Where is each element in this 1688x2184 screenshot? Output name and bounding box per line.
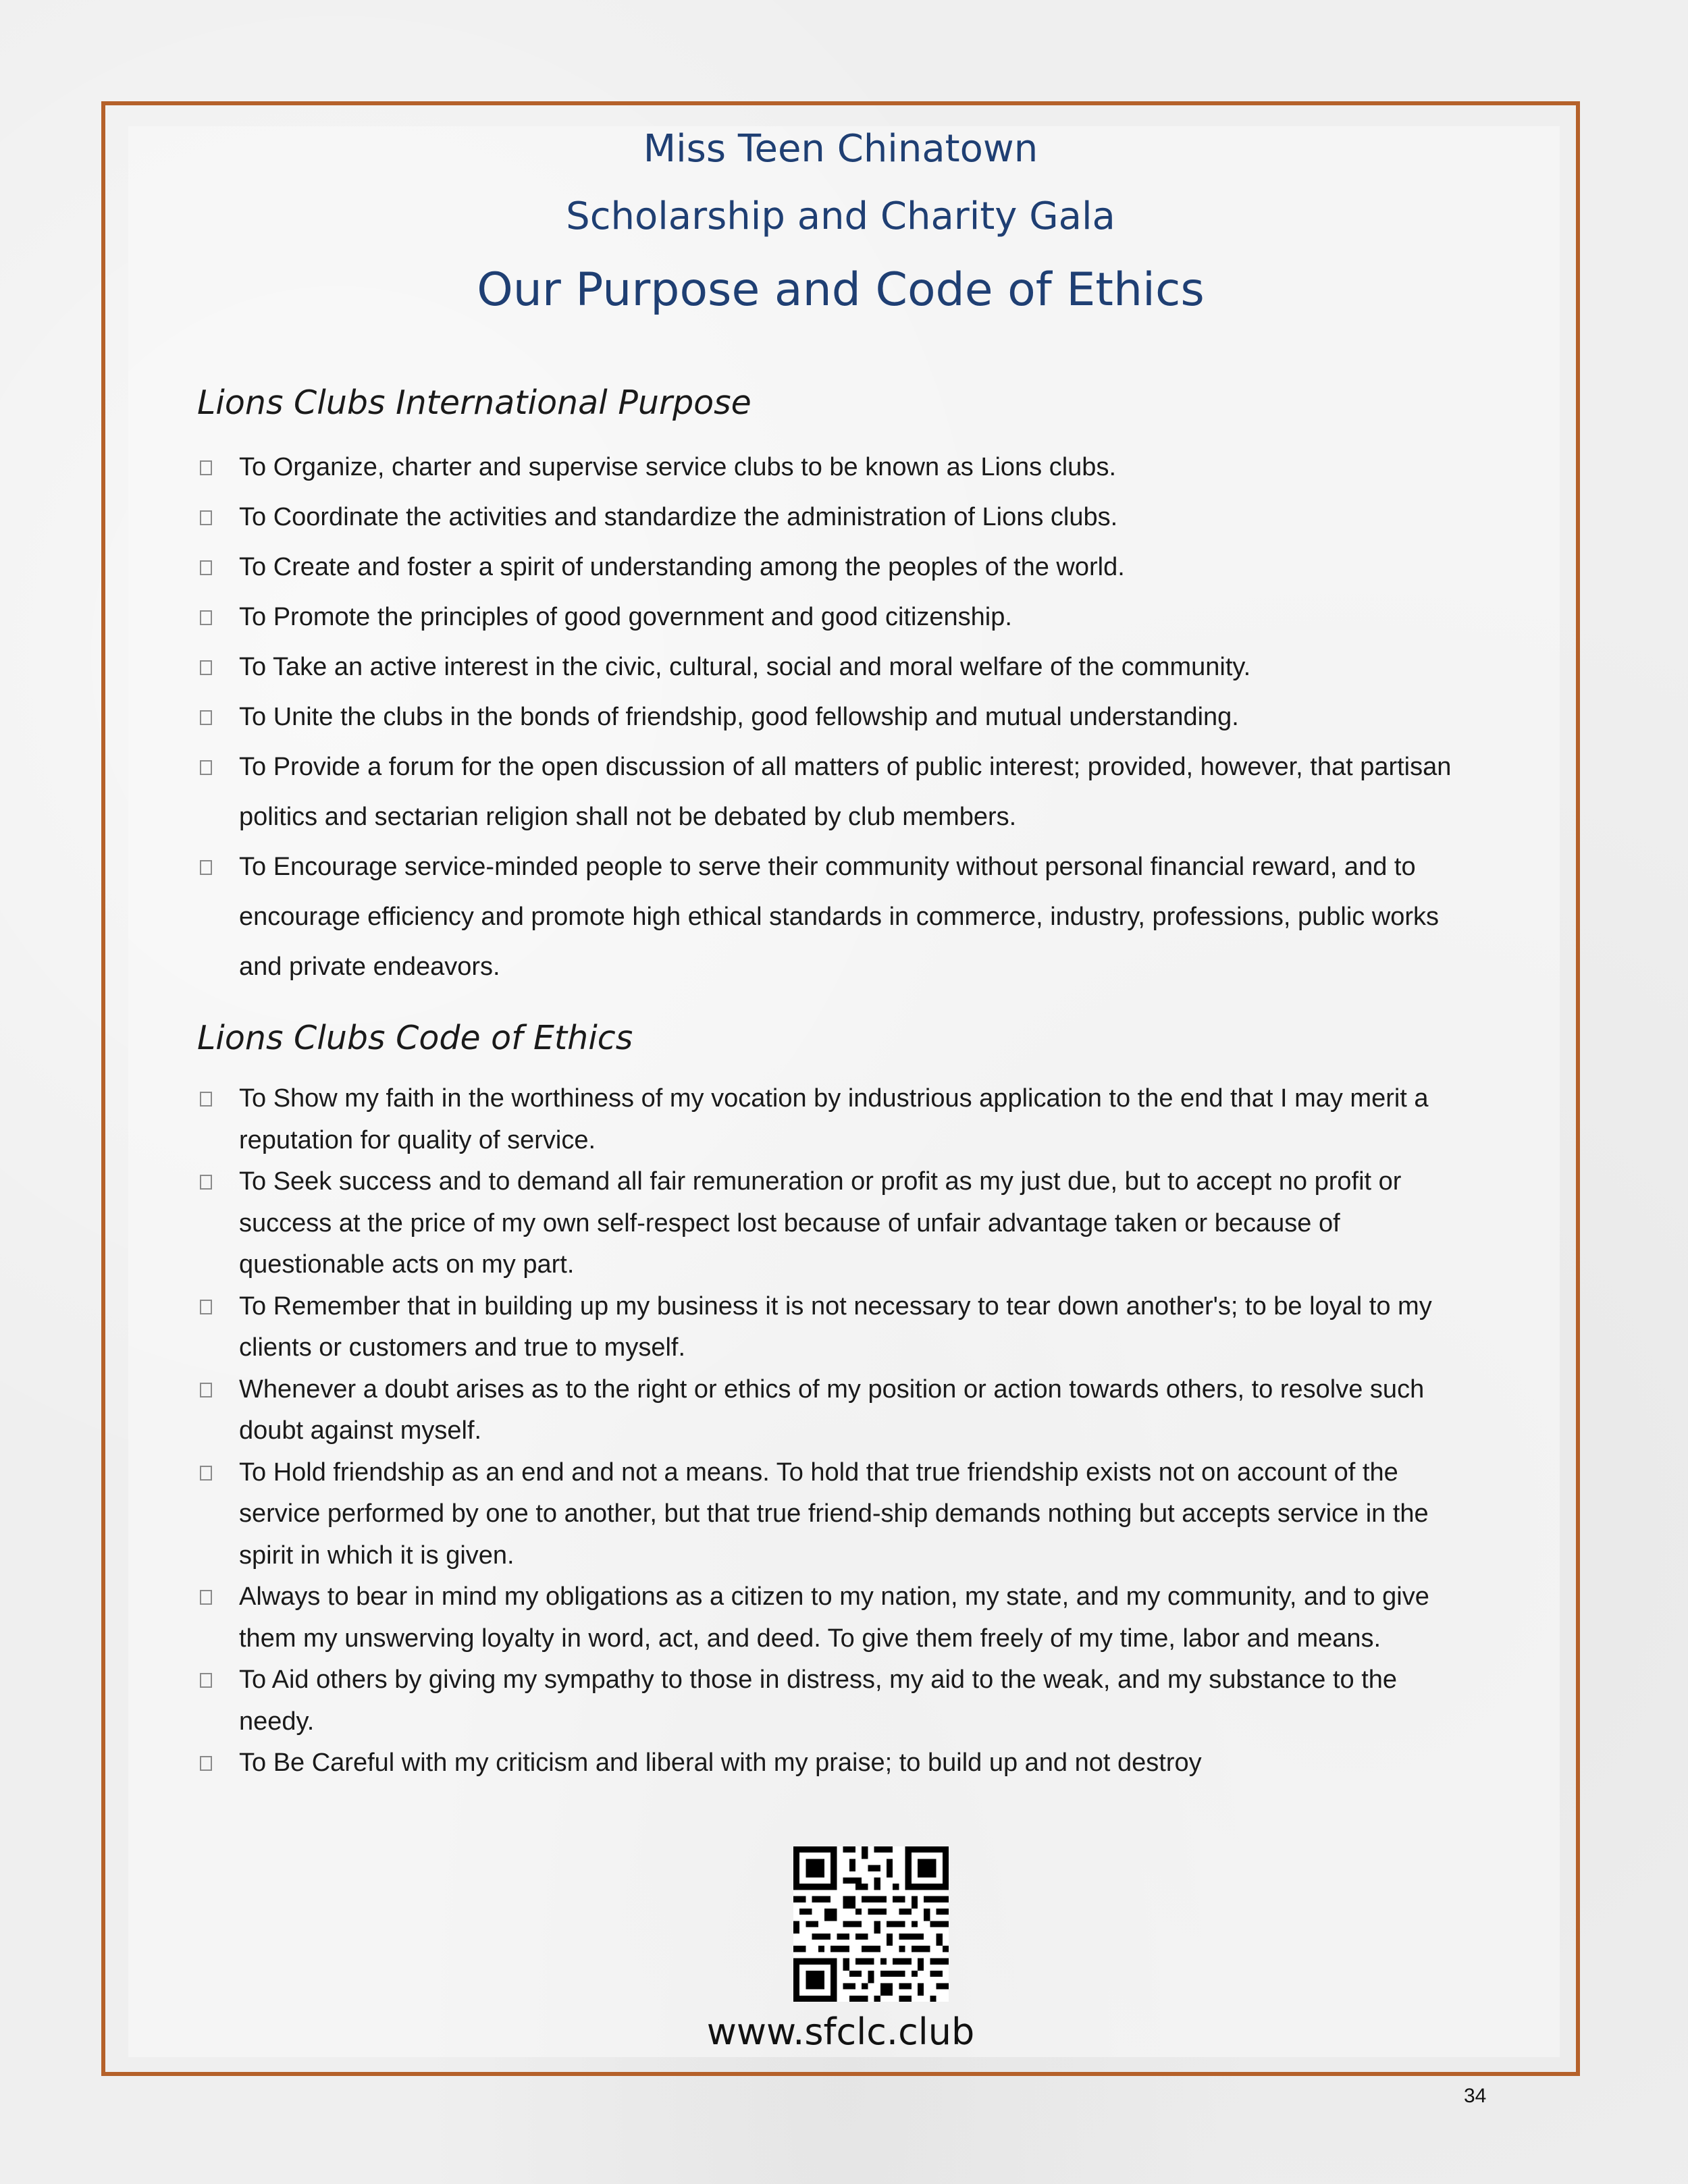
- checkbox-icon: [200, 710, 212, 725]
- checkbox-icon: [200, 610, 212, 625]
- list-item-text: To Aid others by giving my sympathy to those in distress, my aid to the weak, and my substance to the needy.: [239, 1666, 1398, 1736]
- purpose-heading: Lions Clubs International Purpose: [197, 383, 751, 422]
- checkbox-icon: [200, 1590, 212, 1605]
- list-item-text: To Organize, charter and supervise service clubs to be known as Lions clubs.: [239, 453, 1116, 481]
- checkbox-icon: [200, 460, 212, 475]
- list-item: [197, 1286, 1467, 1369]
- checkbox-icon: [200, 760, 212, 775]
- list-item-text: To Show my faith in the worthiness of my vocation by industrious application to the end that I may merit a reputation for quality of service.: [239, 1084, 1429, 1154]
- list-item: [197, 692, 1467, 742]
- list-item: [197, 742, 1467, 842]
- list-item-text: To Encourage service-minded people to serve their community without personal financial reward, and to encourage efficiency and promote high ethical standards in commerce, industry, professions, public works and private endeavors.: [239, 853, 1440, 981]
- checkbox-icon: [200, 1300, 212, 1314]
- list-item-text: Always to bear in mind my obligations as a citizen to my nation, my state, and my community, and to give them my unswerving loyalty in word, act, and deed. To give them freely of my time, labor and means.: [239, 1582, 1429, 1653]
- list-item: [197, 592, 1467, 642]
- list-item: [197, 1742, 1467, 1784]
- list-item-text: To Create and foster a spirit of understanding among the peoples of the world.: [239, 553, 1125, 581]
- website-link[interactable]: www.sfclc.club: [706, 2010, 975, 2053]
- checkbox-icon: [200, 1466, 212, 1481]
- page-title: Our Purpose and Code of Ethics: [477, 263, 1205, 317]
- list-item-text: To Remember that in building up my business it is not necessary to tear down another's; to be loyal to my clients or customers and true to myself.: [239, 1291, 1432, 1362]
- list-item: [197, 542, 1467, 592]
- list-item-text: Whenever a doubt arises as to the right or ethics of my position or action towards others, to resolve such doubt against myself.: [239, 1375, 1425, 1445]
- list-item-text: To Hold friendship as an end and not a means. To hold that true friendship exists not on account of the service performed by one to another, but that true friend-ship demands nothing but accepts service in the spirit in which it is given.: [239, 1458, 1429, 1570]
- list-item-text: To Take an active interest in the civic, cultural, social and moral welfare of the community.: [239, 653, 1251, 681]
- checkbox-icon: [200, 860, 212, 875]
- list-item: [197, 642, 1467, 692]
- list-item: [197, 492, 1467, 542]
- event-title: Miss Teen Chinatown: [643, 127, 1038, 171]
- checkbox-icon: [200, 1092, 212, 1107]
- checkbox-icon: [200, 510, 212, 525]
- checkbox-icon: [200, 560, 212, 575]
- event-subtitle: Scholarship and Charity Gala: [566, 194, 1115, 238]
- qr-code-icon: [793, 1846, 949, 2002]
- list-item-text: To Be Careful with my criticism and liberal with my praise; to build up and not destroy: [239, 1749, 1202, 1777]
- page-number: 34: [1464, 2085, 1487, 2107]
- list-item: [197, 1452, 1467, 1577]
- list-item-text: To Unite the clubs in the bonds of friendship, good fellowship and mutual understanding.: [239, 703, 1239, 731]
- list-item-text: To Provide a forum for the open discussion of all matters of public interest; provided, however, that partisan politics and sectarian religion shall not be debated by club members.: [239, 753, 1452, 831]
- ethics-heading: Lions Clubs Code of Ethics: [197, 1019, 633, 1057]
- list-item-text: To Seek success and to demand all fair remuneration or profit as my just due, but to accept no profit or success at the price of my own self-respect lost because of unfair advantage taken or because of questionable acts on my part.: [239, 1167, 1402, 1279]
- list-item: [197, 1369, 1467, 1452]
- checkbox-icon: [200, 1756, 212, 1771]
- list-item-text: To Promote the principles of good government and good citizenship.: [239, 603, 1012, 631]
- purpose-list: [197, 442, 1467, 992]
- checkbox-icon: [200, 1673, 212, 1688]
- list-item: [197, 1576, 1467, 1659]
- list-item: [197, 842, 1467, 992]
- checkbox-icon: [200, 1175, 212, 1190]
- list-item: [197, 1659, 1467, 1742]
- list-item: [197, 442, 1467, 492]
- checkbox-icon: [200, 1383, 212, 1397]
- checkbox-icon: [200, 660, 212, 675]
- ethics-list: [197, 1078, 1467, 1784]
- list-item-text: To Coordinate the activities and standardize the administration of Lions clubs.: [239, 503, 1118, 531]
- list-item: [197, 1161, 1467, 1286]
- list-item: [197, 1078, 1467, 1161]
